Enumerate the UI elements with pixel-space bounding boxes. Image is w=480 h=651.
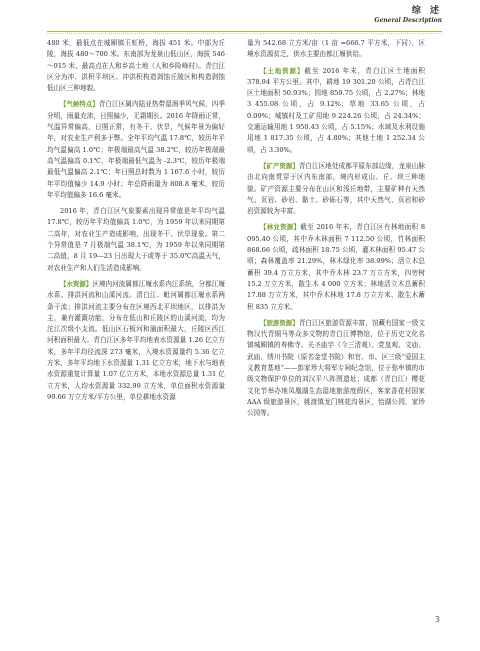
header-title-zh: 综 述 xyxy=(411,6,442,16)
running-header xyxy=(374,6,442,25)
tourism-text: 青白江区旅游资源丰富，馆藏有国家一级文物汉代青铜马等众多文物的青白江博物馆，位于历史文化名镇城厢镇的寿佛寺、关圣庙宇（今三清观）、党皇观、文庙、武庙、绣川书院（原名金堂书院）和官、市、区三级“爱国主义教育基地”——彭家珍大将军专祠纪念馆，位于弥牟镇的市级文物保护单位的刘汉平八阵图遗址；成都（青白江）樱花文化节举办地凤凰湖生态湿地旅游度假区，客家香花村国家 AAA 级旅游景区，姚渡镇龙门桃花沟景区，怡湖公园，家珍公园等。 xyxy=(247,318,425,418)
forest-tag: 【林业资源】 xyxy=(260,223,301,232)
left-column xyxy=(47,38,225,408)
forest-paragraph xyxy=(247,222,425,312)
tourism-tag: 【旅游资源】 xyxy=(260,318,299,327)
water-paragraph xyxy=(47,279,225,403)
mineral-paragraph xyxy=(247,161,425,217)
header-dotted-rule xyxy=(47,33,442,34)
climate-tag: 【气候特点】 xyxy=(60,100,99,109)
terrain-paragraph: 480 米，最低点在城厢镇玉虹桥，海拔 451 米。中部为丘陵，海拔 480～700 米。东南部为龙泉山低山区，海拔 546～915 米，最高点在人和乡高土地（人和乡险峰村）。青白江区分为冲、洪积平坝区、冲洪积构造剥蚀丘陵区和构造剥蚀低山区三种地貌。 xyxy=(47,39,225,93)
water-tag: 【水资源】 xyxy=(60,279,93,288)
mineral-text: 青白江区地处成都平原东部边缘，龙泉山脉由北向南贯穿于区内东南部，境内形成山、丘、坝三种地貌。矿产资源主要分布在山区和浅丘地带，主要矿种有天然气、页岩、砂岩、黏土、砂砾石等，其中天然气、页岩和砂岩资源较为丰富。 xyxy=(247,161,425,216)
land-text: 截至 2016 年末，青白江区土地面积 378.94 平方公里。其中，耕地 19 301.20 公顷，占青白江区土地面积 50.93%；园地 859.75 公顷，占 2.27%；林地 3 455.08 公顷，占 9.12%；草地 33.65 公顷，占 0.09%；城镇村及工矿用地 9 224.26 公顷，占 24.34%；交通运输用地 1 950.43 公顷，占 5.15%；水域及水利设施用地 1 817.35 公顷，占 4.80%；其他土地 1 252.34 公顷，占 3.30%。 xyxy=(247,66,426,154)
page-number: 3 xyxy=(434,615,440,624)
header-rule xyxy=(47,31,442,32)
right-column xyxy=(247,38,425,425)
tourism-paragraph xyxy=(247,318,425,420)
water-text: 区境内河流属都江堰水系内江系统，分都江堰水系、排洪河流和山溪河流。清白江、毗河属都江堰水系两条干流；排洪河流主要分布在区境西北平坝地区，以排洪为主，兼有灌溉功能，分布在低山和丘陵区的山溪河流，均为沱江次级小支流。低山区石板河和湔面积最大，丘陵区西江河积面积最大。青白江区多年平均地表水资源量 1.26 亿立方米，多年平均径流深 273 毫米，入境水资源量约 5.36 亿立方米，多年平均地下水资源量 1.31 亿立方米，地下水与地表水资源重复计算量 1.07 亿立方米，本地水资源总量 1.31 亿立方米，人均水资源量 332.99 立方米，单位面积水资源量 99.66 万立方米/平方公里，单位耕地水资源 xyxy=(47,279,226,401)
land-tag: 【土地资源】 xyxy=(260,66,305,75)
climate-text: 青白江区属内陆亚热带湿润季风气候，四季分明，雨量充沛，日照偏少，无霜期长。2016 年降雨正常，气温异常偏高，日照正常，有冬干、伏旱，气候年景为偏好年，对农业生产利多于弊。全年平均气温 17.8℃，较历年平均气温偏高 1.0℃；年极端最高气温 38.2℃，较历年极端最高气温偏高 0.1℃，年极端最低气温为 -2.3℃，较历年极端最低气温偏高 2.1℃；年日照总时数为 1 167.6 小时，较历年平均值偏少 14.9 小时；年总降雨量为 808.8 毫米，较历年平均值偏多 16.6 毫米。 xyxy=(47,100,225,199)
climate-anomaly-paragraph: 2016 年，青白江区气象要素出现异常值是年平均气温 17.8℃，较历年平均值偏高 1.0℃，为 1959 年以来同期第二高年，对农业生产造成影响，出现冬干、伏旱现象。第二个异常值是 7 月极端气温 38.1℃，为 1959 年以来同期第二高值，8 月 19—23 日出现大于或等于 35.0℃高温天气，对农业生产和人们生活造成影响。 xyxy=(47,207,225,272)
climate-paragraph xyxy=(47,99,225,201)
land-paragraph xyxy=(247,66,425,156)
water-continued-paragraph: 量为 542.68 立方米/亩（1 亩 =666.7 平方米，下同），区境水资源贫乏，供水主要由都江堰供给。 xyxy=(247,39,425,59)
header-title-en: General Description xyxy=(374,17,442,24)
mineral-tag: 【矿产资源】 xyxy=(260,161,299,170)
forest-text: 截至 2016 年末，青白江区有林地面积 8 095.40 公顷，其中乔木林面积 7 112.50 公顷，竹林面积 868.66 公顷，疏林面积 18.75 公顷，灌木林面积 95.47 公顷；森林覆盖率 21.29%，林木绿化率 38.99%；活立木总蓄积 39.4 万立方米，其中乔木林 23.7 万立方米，四旁树 15.2 万立方米，散生木 4 000 立方米；林地活立木总蓄积 17.88 万立方米，其中乔木林地 17.8 万立方米、散生木蓄积 835 立方米。 xyxy=(247,223,426,311)
